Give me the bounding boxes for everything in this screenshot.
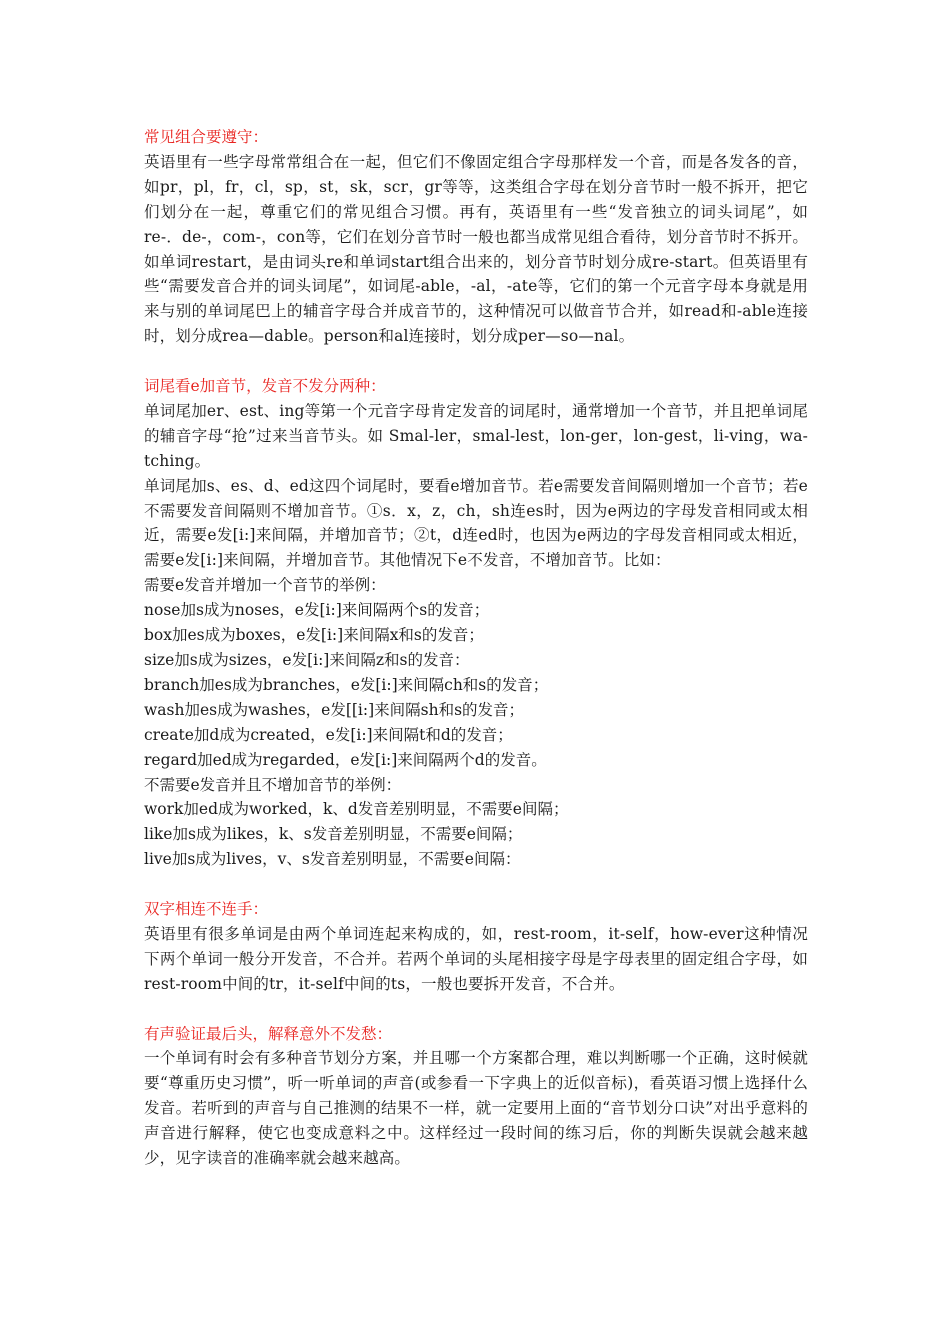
section-paragraph: 英语里有很多单词是由两个单词连起来构成的，如，rest-room，it-self，how-ever这种情况下两个单词一般分开发音，不合并。若两个单词的头尾相接字母是字母表里的固定组合字母，如 rest-room中间的tr，it-self中间的ts，一般也要拆开发音，不合并。 xyxy=(144,924,808,993)
example-line: 不需要e发音并且不增加音节的举例： xyxy=(144,775,402,794)
section-compound-words xyxy=(144,897,808,997)
example-line: live加s成为lives，v、s发音差别明显，不需要e间隔： xyxy=(144,850,521,869)
example-line: regard加ed成为regarded，e发[i:]来间隔两个d的发音。 xyxy=(144,750,547,769)
example-line: work加ed成为worked，k、d发音差别明显，不需要e间隔； xyxy=(144,800,569,819)
section-common-combinations xyxy=(144,125,808,349)
section-heading: 有声验证最后头，解释意外不发愁： xyxy=(144,1024,393,1043)
section-paragraph: 英语里有一些字母常常组合在一起，但它们不像固定组合字母那样发一个音，而是各发各的音，如pr，pl，fr，cl，sp，st，sk，scr，gr等等，这类组合字母在划分音节时一般不拆开，把它们划分在一起，尊重它们的常见组合习惯。再有，英语里有一些“发音独立的词头词尾”，如re-．de-，com-，con等，它们在划分音节时一般也都当成常见组合看待，划分音节时不拆开。如单词restart，是由词头re和单词start组合出来的，划分音节时划分成re-start。但英语里有些“需要发音合并的词头词尾”，如词尾-able，-al，-ate等，它们的第一个元音字母本身就是用来与别的单词尾巴上的辅音字母合并成音节的，这种情况可以做音节合并，如read和-able连接时，划分成rea—dable。person和al连接时，划分成per—so—nal。 xyxy=(144,152,808,346)
document-page xyxy=(144,125,808,1196)
example-line: box加es成为boxes，e发[i:]来间隔x和s的发音； xyxy=(144,626,484,645)
example-line: wash加es成为washes，e发[[i:]来间隔sh和s的发音； xyxy=(144,700,525,719)
section-paragraph: 单词尾加er、est、ing等第一个元音字母肯定发音的词尾时，通常增加一个音节，并且把单词尾的辅音字母“抢”过来当音节头。如 Smal-ler，smal-lest，lon-ger，lon-gest，li-ving，wa-tching。 xyxy=(144,401,808,470)
section-heading: 常见组合要遵守： xyxy=(144,128,269,146)
section-sound-verification xyxy=(144,1022,808,1171)
section-paragraph: 一个单词有时会有多种音节划分方案，并且哪一个方案都合理，难以判断哪一个正确，这时候就要“尊重历史习惯”，听一听单词的声音(或参看一下字典上的近似音标)，看英语习惯上选择什么发音。若听到的声音与自己推测的结果不一样，就一定要用上面的“音节划分口诀”对出乎意料的声音进行解释，使它也变成意料之中。这样经过一段时间的练习后，你的判断失误就会越来越少，见字读音的准确率就会越来越高。 xyxy=(144,1049,808,1168)
example-line: size加s成为sizes，e发[i:]来间隔z和s的发音： xyxy=(144,651,470,670)
example-line: create加d成为created，e发[i:]来间隔t和d的发音； xyxy=(144,725,513,744)
example-line: like加s成为likes，k、s发音差别明显，不需要e间隔； xyxy=(144,825,523,844)
example-line: 需要e发音并增加一个音节的举例： xyxy=(144,576,386,595)
section-heading: 双字相连不连手： xyxy=(144,900,269,919)
section-heading: 词尾看e加音节，发音不发分两种： xyxy=(144,377,386,396)
section-suffix-e xyxy=(144,374,808,872)
example-line: branch加es成为branches，e发[i:]来间隔ch和s的发音； xyxy=(144,675,549,694)
example-line: nose加s成为noses，e发[i:]来间隔两个s的发音； xyxy=(144,601,490,620)
section-paragraph: 单词尾加s、es、d、ed这四个词尾时，要看e增加音节。若e需要发音间隔则增加一个音节；若e不需要发音间隔则不增加音节。①s．x，z，ch，sh连es时，因为e两边的字母发音相同或太相近，需要e发[i:]来间隔，并增加音节；②t，d连ed时，也因为e两边的字母发音相同或太相近，需要e发[i:]来间隔，并增加音节。其他情况下e不发音，不增加音节。比如： xyxy=(144,476,808,570)
